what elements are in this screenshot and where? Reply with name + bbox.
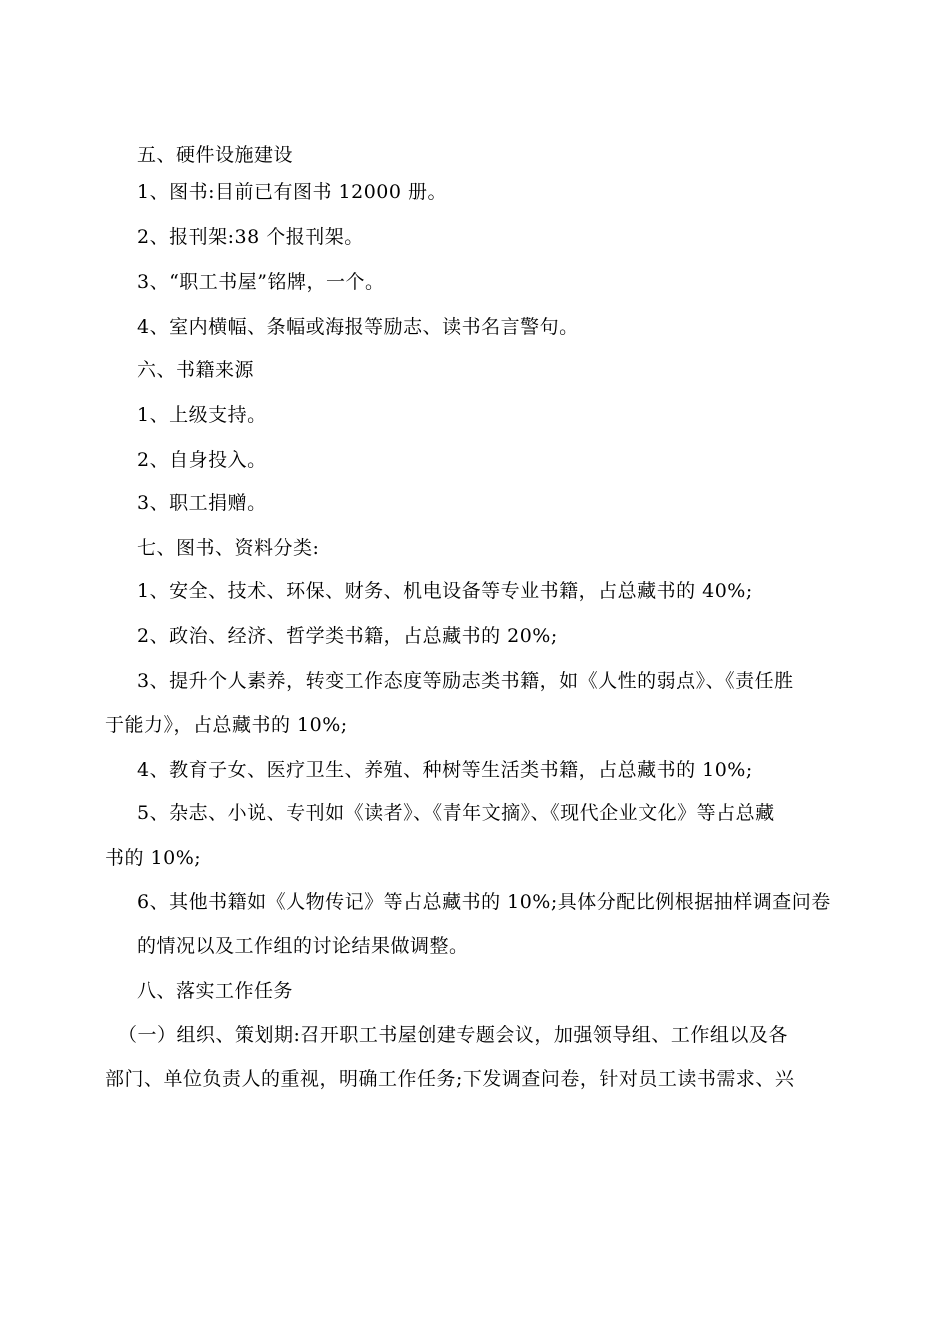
- section-heading-classification: 七、图书、资料分类:: [137, 537, 320, 559]
- classification-item-6: 6、其他书籍如《人物传记》等占总藏书的 10%;具体分配比例根据抽样调查问卷: [137, 891, 831, 913]
- section-heading-tasks: 八、落实工作任务: [137, 980, 294, 1002]
- classification-item-5-cont: 书的 10%;: [105, 847, 202, 869]
- hardware-item-3: 3、“职工书屋”铭牌，一个。: [137, 271, 385, 293]
- tasks-paragraph-1-cont: 部门、单位负责人的重视，明确工作任务;下发调查问卷，针对员工读书需求、兴: [105, 1068, 795, 1090]
- source-item-2: 2、自身投入。: [137, 449, 267, 471]
- classification-item-3-cont: 于能力》，占总藏书的 10%;: [105, 714, 348, 736]
- hardware-item-2: 2、报刊架:38 个报刊架。: [137, 226, 364, 248]
- source-item-3: 3、职工捐赠。: [137, 492, 267, 514]
- source-item-1: 1、上级支持。: [137, 404, 267, 426]
- classification-item-1: 1、安全、技术、环保、财务、机电设备等专业书籍，占总藏书的 40%;: [137, 580, 753, 602]
- classification-item-2: 2、政治、经济、哲学类书籍，占总藏书的 20%;: [137, 625, 558, 647]
- classification-item-3: 3、提升个人素养，转变工作态度等励志类书籍，如《人性的弱点》、《责任胜: [137, 670, 794, 692]
- section-heading-hardware: 五、硬件设施建设: [137, 144, 294, 166]
- classification-item-4: 4、教育子女、医疗卫生、养殖、种树等生活类书籍，占总藏书的 10%;: [137, 759, 753, 781]
- hardware-item-4: 4、室内横幅、条幅或海报等励志、读书名言警句。: [137, 316, 579, 338]
- classification-item-6-cont: 的情况以及工作组的讨论结果做调整。: [137, 935, 469, 957]
- tasks-paragraph-1: （一）组织、策划期:召开职工书屋创建专题会议，加强领导组、工作组以及各: [118, 1024, 788, 1046]
- section-heading-sources: 六、书籍来源: [137, 359, 255, 381]
- hardware-item-1: 1、图书:目前已有图书 12000 册。: [137, 181, 448, 203]
- classification-item-5: 5、杂志、小说、专刊如《读者》、《青年文摘》、《现代企业文化》等占总藏: [137, 802, 775, 824]
